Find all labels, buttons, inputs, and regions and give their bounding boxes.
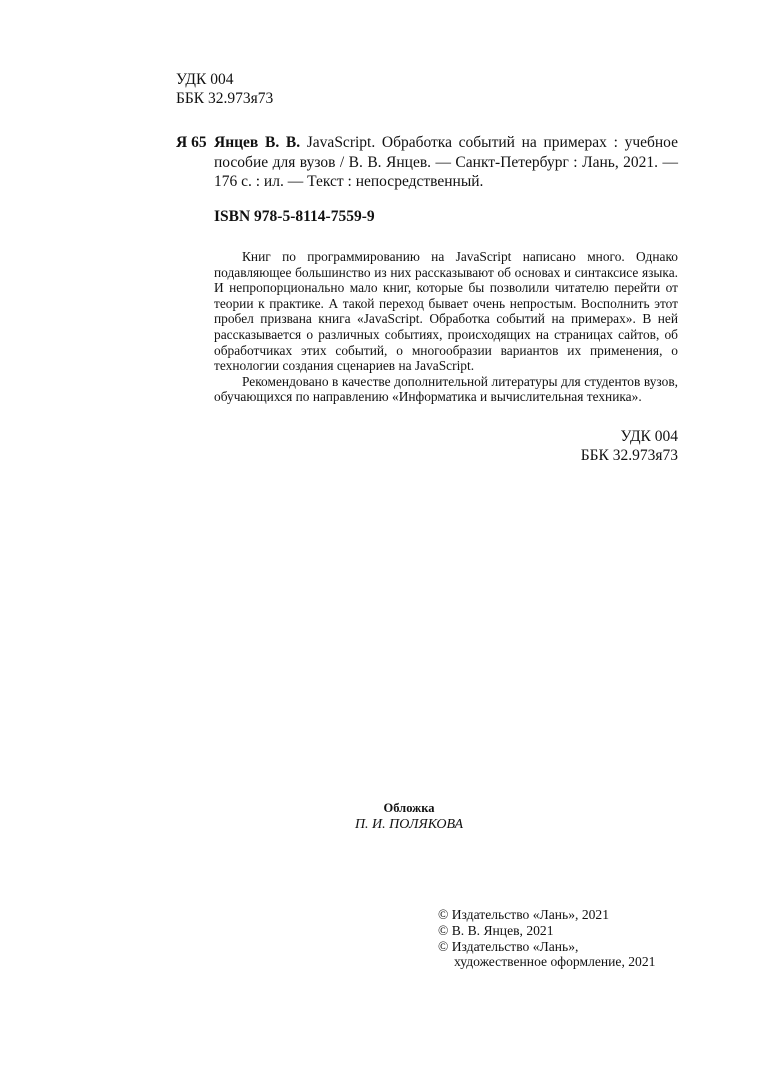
copyright-line: © Издательство «Лань»,: [438, 938, 579, 954]
bibliographic-description: [214, 133, 678, 192]
bibliographic-entry: [176, 133, 678, 192]
bbk-code: ББК 32.973я73: [580, 447, 678, 464]
author-mark: Я 65: [176, 134, 207, 151]
cover-designer: П. И. ПОЛЯКОВА: [354, 817, 464, 832]
udk-code: УДК 004: [620, 428, 678, 445]
entry-text: JavaScript. Обработка событий на примерах : учебное пособие для вузов / В. В. Янцев. — Санкт-Петербург : Лань, 2021. — 176 с. : ил. — Текст : непосредственный.: [214, 134, 678, 190]
cover-label: Обложка: [383, 801, 435, 815]
annotation-paragraph: Книг по программированию на JavaScript написано много. Однако подавляющее большинство из них рассказывают об основах и синтаксисе языка. И непропорционально мало книг, которые бы позволили читателю перейти от теории к практике. А такой переход бывает очень непростым. Восполнить этот пробел призвана книга «JavaScript. Обработка событий на примерах». В ней рассказывается о различных событиях, происходящих на страницах сайтов, об обработчиках этих событий, о многообразии вариантов их применения, о технологии создания сценариев на JavaScript.: [214, 249, 678, 374]
bbk-code: ББК 32.973я73: [176, 90, 274, 107]
classification-codes-right: [470, 427, 678, 465]
entry-author: Янцев В. В.: [214, 134, 301, 151]
isbn: ISBN 978-5-8114-7559-9: [214, 208, 375, 225]
udk-code: УДК 004: [176, 71, 234, 88]
annotation: [214, 249, 678, 405]
classification-codes-top: [176, 70, 273, 108]
copyright-line: © Издательство «Лань», 2021: [438, 907, 610, 922]
cover-credit: [300, 801, 518, 833]
copyright-block: [438, 907, 655, 970]
copyright-line: © В. В. Янцев, 2021: [438, 922, 554, 938]
copyright-line: художественное оформление, 2021: [454, 954, 656, 970]
annotation-recommendation: Рекомендовано в качестве дополнительной литературы для студентов вузов, обучающихся по направлению «Информатика и вычислительная техника».: [214, 373, 678, 405]
